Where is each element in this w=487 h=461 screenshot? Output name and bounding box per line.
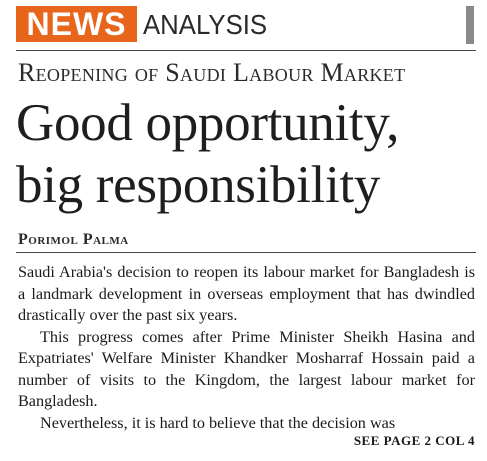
byline: Porimol Palma — [18, 231, 129, 248]
byline-rule — [16, 252, 476, 253]
paragraph-3: Nevertheless, it is hard to believe that the decision was — [40, 413, 396, 432]
section-masthead — [16, 6, 476, 44]
section-label: ANALYSIS — [143, 9, 268, 40]
kicker: Reopening of Saudi Labour Market — [18, 58, 406, 87]
paragraph-2: This progress comes after Prime Minister Sheikh Hasina and Expatriates' Welfare Minister Khandker Mosharraf Hossain paid a number of visits to the Kingdom, the largest labour market for Bangladesh. — [18, 327, 475, 410]
article-body — [18, 262, 475, 434]
continued-reference: SEE PAGE 2 COL 4 — [353, 433, 475, 448]
headline — [16, 92, 476, 216]
headline-line-1: Good opportunity, — [16, 94, 400, 152]
news-badge: NEWS — [16, 6, 137, 42]
headline-line-2: big responsibility — [16, 156, 381, 214]
masthead-end-bar — [466, 6, 474, 44]
top-rule — [16, 50, 476, 51]
paragraph-1: Saudi Arabia's decision to reopen its labour market for Bangladesh is a landmark development in overseas employment that has dwindled drastically over the past six years. — [18, 263, 475, 324]
